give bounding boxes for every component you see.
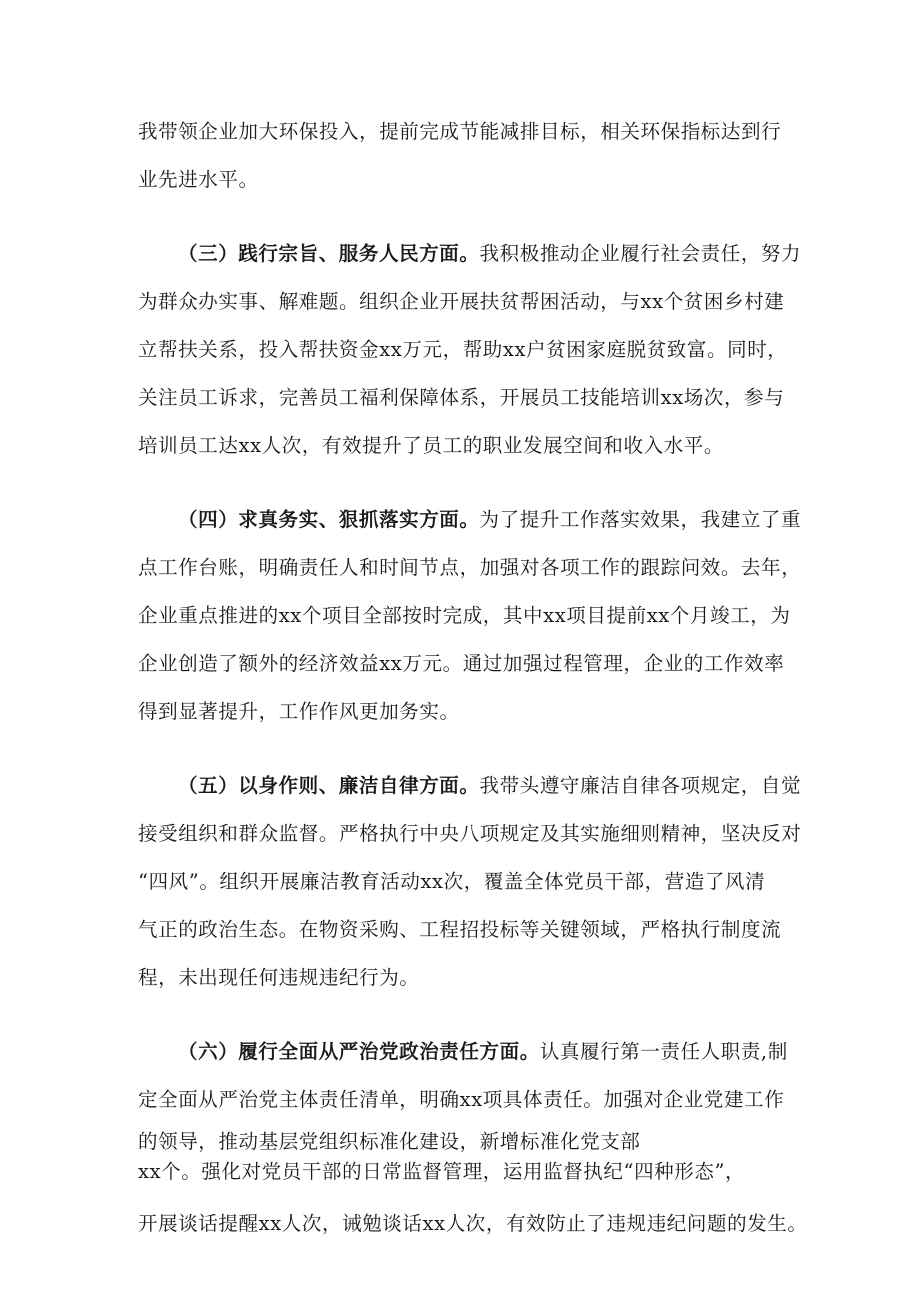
section-heading: （六）履行全面从严治党政治责任方面。 — [178, 1040, 540, 1063]
text-line — [138, 230, 801, 278]
text-line: 开展谈话提醒xx人次，诫勉谈话xx人次，有效防止了违规违纪问题的发生。 — [138, 1212, 808, 1235]
text-line: 业先进水平。 — [138, 168, 259, 191]
text-line: 的领导，推动基层党组织标准化建设，新增标准化党支部 — [138, 1130, 641, 1153]
section-heading: （五）以身作则、廉洁自律方面。 — [178, 774, 480, 797]
text-line: 程，未出现任何违规违纪行为。 — [138, 966, 420, 989]
text-line: 接受组织和群众监督。严格执行中央八项规定及其实施细则精神，坚决反对 — [138, 822, 802, 845]
text-line: 得到显著提升，工作作风更加务实。 — [138, 700, 460, 723]
text-segment: 我积极推动企业履行社会责任，努力 — [479, 242, 802, 265]
text-line: xx个。强化对党员干部的日常监督管理，运用监督执纪“四种形态”， — [138, 1160, 746, 1183]
text-line — [138, 496, 801, 544]
text-line: 为群众办实事、解难题。组织企业开展扶贫帮困活动，与xx个贫困乡村建 — [138, 290, 785, 313]
text-line: 企业重点推进的xx个项目全部按时完成，其中xx项目提前xx个月竣工，为 — [138, 604, 791, 627]
text-line: 气正的政治生态。在物资采购、工程招投标等关键领域，严格执行制度流 — [138, 918, 782, 941]
text-line: 点工作台账，明确责任人和时间节点，加强对各项工作的跟踪问效。去年， — [138, 556, 802, 579]
text-segment: 认真履行第一责任人职责,制 — [539, 1040, 788, 1063]
section-heading: （三）践行宗旨、服务人民方面。 — [178, 242, 480, 265]
text-segment: 为了提升工作落实效果，我建立了重 — [479, 508, 802, 531]
text-line: 培训员工达xx人次，有效提升了员工的职业发展空间和收入水平。 — [138, 434, 724, 457]
section-heading: （四）求真务实、狠抓落实方面。 — [178, 508, 480, 531]
text-line: 关注员工诉求，完善员工福利保障体系，开展员工技能培训xx场次，参与 — [138, 386, 785, 409]
text-line — [138, 1028, 788, 1076]
text-segment: 我带头遵守廉洁自律各项规定，自觉 — [479, 774, 802, 797]
text-line: 定全面从严治党主体责任清单，明确xx项具体责任。加强对企业党建工作 — [138, 1088, 785, 1111]
text-line: 我带领企业加大环保投入，提前完成节能减排目标，相关环保指标达到行 — [138, 120, 782, 143]
text-line: 企业创造了额外的经济效益xx万元。通过加强过程管理，企业的工作效率 — [138, 652, 785, 675]
text-line — [138, 762, 801, 810]
text-line: 立帮扶关系，投入帮扶资金xx万元，帮助xx户贫困家庭脱贫致富。同时， — [138, 338, 788, 361]
text-line: “四风”。组织开展廉洁教育活动xx次，覆盖全体党员干部，营造了风清 — [138, 870, 766, 893]
